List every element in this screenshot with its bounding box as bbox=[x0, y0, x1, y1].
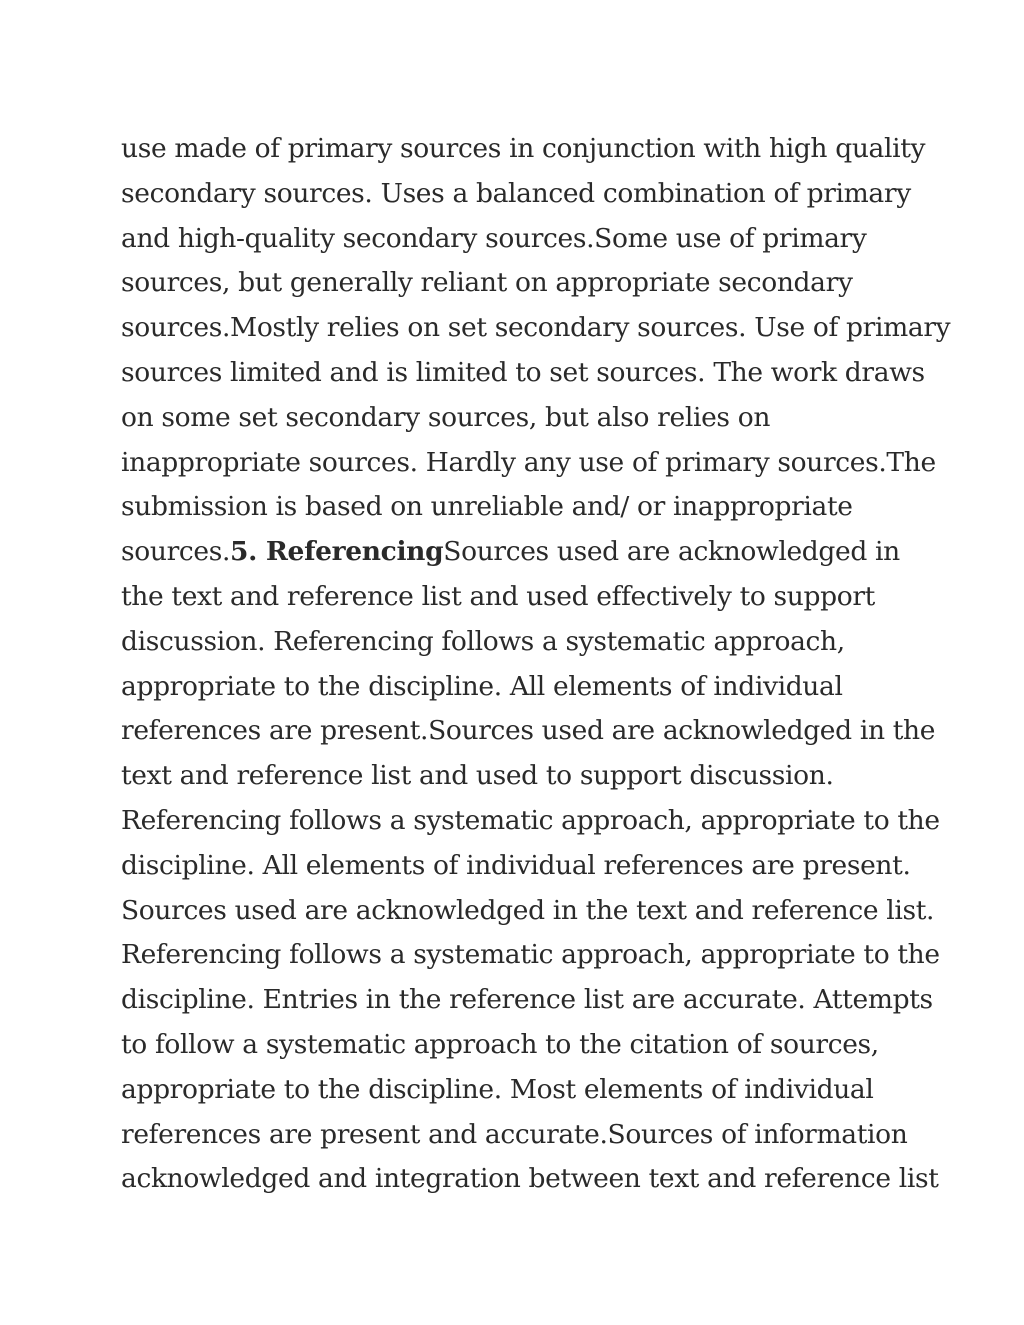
text-line: references are present.Sources used are acknowledged in the bbox=[121, 715, 936, 747]
text-line: appropriate to the discipline. All elements of individual bbox=[121, 670, 843, 702]
body-text bbox=[121, 127, 951, 1202]
text-line: discussion. Referencing follows a systematic approach, bbox=[121, 625, 845, 657]
section-heading: 5. Referencing bbox=[230, 536, 444, 568]
text-line: on some set secondary sources, but also relies on bbox=[121, 401, 771, 433]
text-line: appropriate to the discipline. Most elements of individual bbox=[121, 1073, 874, 1105]
text-line: secondary sources. Uses a balanced combination of primary bbox=[121, 177, 911, 209]
text-line: submission is based on unreliable and/ or inappropriate bbox=[121, 491, 853, 523]
text-line: sources, but generally reliant on appropriate secondary bbox=[121, 267, 853, 299]
text-line: to follow a systematic approach to the citation of sources, bbox=[121, 1028, 879, 1060]
text-line: discipline. All elements of individual references are present. bbox=[121, 849, 911, 881]
heading-line-suffix: Sources used are acknowledged in bbox=[443, 536, 900, 568]
text-line: text and reference list and used to support discussion. bbox=[121, 760, 834, 792]
text-line: discipline. Entries in the reference list are accurate. Attempts bbox=[121, 984, 933, 1016]
text-line: inappropriate sources. Hardly any use of primary sources.The bbox=[121, 446, 936, 478]
heading-line-prefix: sources. bbox=[121, 536, 231, 568]
text-line: acknowledged and integration between text and reference list bbox=[121, 1163, 939, 1195]
text-line: and high-quality secondary sources.Some use of primary bbox=[121, 222, 867, 254]
text-line: sources.Mostly relies on set secondary sources. Use of primary bbox=[121, 312, 951, 344]
text-line: sources limited and is limited to set sources. The work draws bbox=[121, 356, 925, 388]
text-line: use made of primary sources in conjunction with high quality bbox=[121, 133, 926, 164]
text-line: references are present and accurate.Sources of information bbox=[121, 1118, 908, 1150]
text-line: Sources used are acknowledged in the text and reference list. bbox=[121, 894, 935, 926]
text-line: the text and reference list and used effectively to support bbox=[121, 580, 875, 612]
text-line: Referencing follows a systematic approach, appropriate to the bbox=[121, 939, 940, 971]
text-line: Referencing follows a systematic approach, appropriate to the bbox=[121, 804, 940, 836]
text-line-with-heading bbox=[121, 530, 921, 575]
